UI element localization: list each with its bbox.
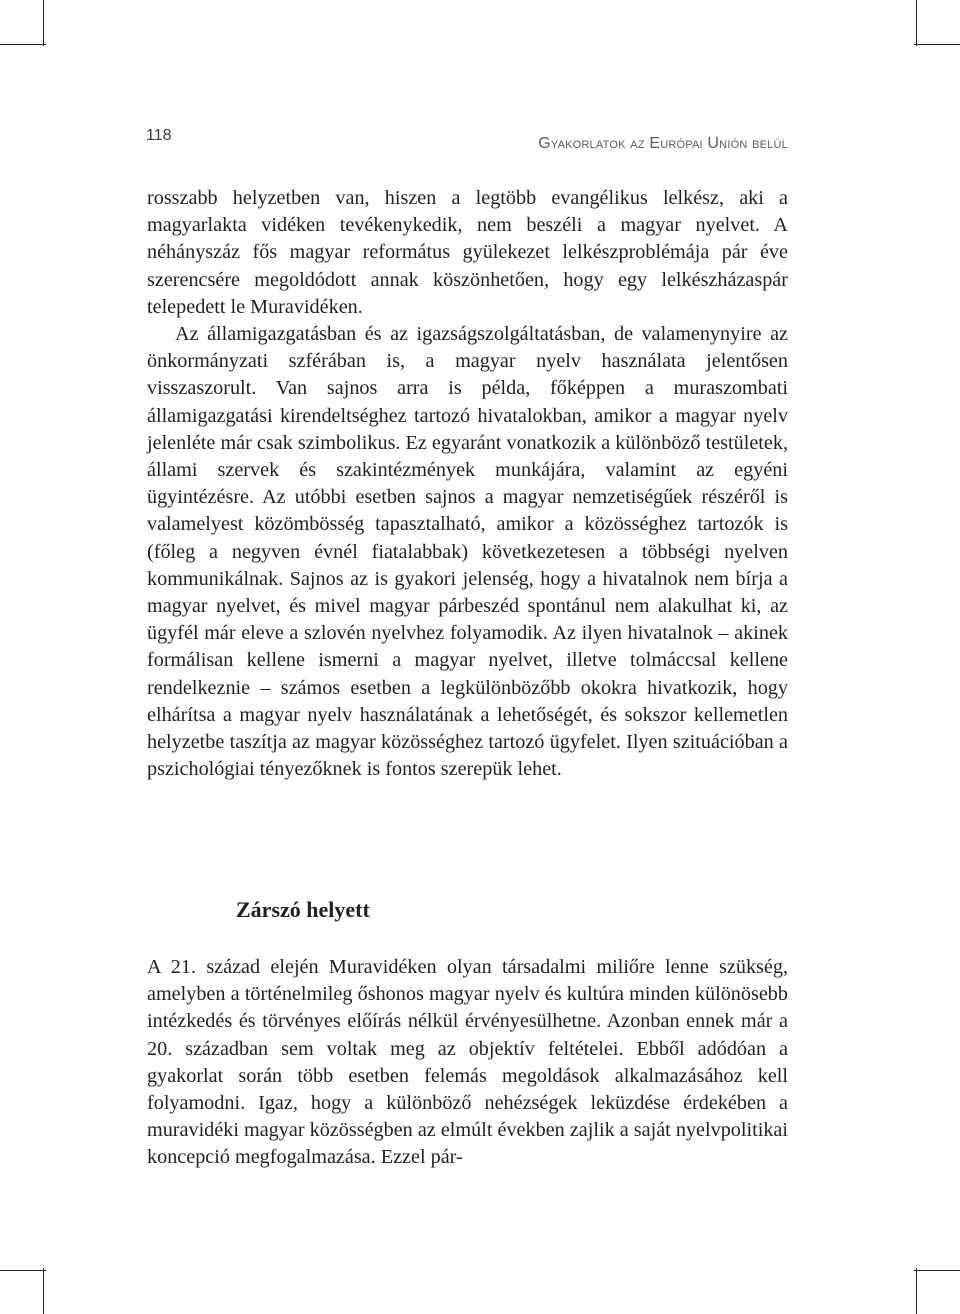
crop-mark: [0, 1270, 46, 1271]
crop-mark: [0, 44, 46, 45]
crop-mark: [43, 0, 44, 46]
paragraph: rosszabb helyzetben van, hiszen a legtöbb evangélikus lelkész, aki a magyarlakta vidéken tevékenykedik, nem beszéli a magyar nyelvet. A néhányszáz fős magyar református gyülekezet lelkészproblémája pár éve szerencsére megoldódott annak köszönhetően, hogy egy lelkészházaspár telepedett le Muravidéken.: [147, 187, 788, 318]
paragraph: A 21. század elején Muravidéken olyan társadalmi miliőre lenne szükség, amelyben a történelmileg őshonos magyar nyelv és kultúra minden különösebb intézkedés és törvényes előírás nélkül érvényesülhetne. Azonban ennek már a 20. században sem voltak meg az objektív feltételei. Ebből adódóan a gyakorlat során több esetben felemás megoldások alkalmazásához kell folyamodni. Igaz, hogy a különböző nehézségek leküzdése érdekében a muravidéki magyar közösségben az elmúlt években zajlik a saját nyelvpolitikai koncepció megfogalmazása. Ezzel pár-: [147, 956, 788, 1169]
crop-mark: [43, 1268, 44, 1314]
crop-mark: [916, 1268, 917, 1314]
paragraph: Az államigazgatásban és az igazságszolgáltatásban, de valamenynyire az önkormányzati szférában is, a magyar nyelv használata jelentősen visszaszorult. Van sajnos arra is példa, főképpen a muraszombati államigazgatási kirendeltséghez tartozó hivatalokban, amikor a magyar nyelv jelenléte már csak szimbolikus. Ez egyaránt vonatkozik a különböző testületek, állami szervek és szakintézmények munkájára, valamint az egyéni ügyintézésre. Az utóbbi esetben sajnos a magyar nemzetiségűek részéről is valamelyest közömbösség tapasztalható, amikor a közösséghez tartozók is (főleg a negyven évnél fiatalabbak) következetesen a többségi nyelven kommunikálnak. Sajnos az is gyakori jelenség, hogy a hivatalnok nem bírja a magyar nyelvet, és mivel magyar párbeszéd spontánul nem alakulhat ki, az ügyfél már eleve a szlovén nyelvhez folyamodik. Az ilyen hivatalnok – akinek formálisan kellene ismerni a magyar nyelvet, illetve tolmáccsal kellene rendelkeznie – számos esetben a legkülönbözőbb okokra hivatkozik, hogy elhárítsa a magyar nyelv használatának a lehetőségét, és sokszor kellemetlen helyzetbe taszítja az magyar közösséghez tartozó ügyfelet. Ilyen szituációban a pszichológiai tényezőknek is fontos szerepük lehet.: [147, 323, 788, 781]
crop-mark: [916, 0, 917, 46]
page-number: 118: [146, 127, 172, 144]
crop-mark: [914, 1270, 960, 1271]
body-text-after: [147, 954, 788, 1172]
body-text-before: [147, 185, 788, 783]
crop-mark: [914, 44, 960, 45]
running-head: Gyakorlatok az Európai Unión belül: [538, 135, 788, 152]
section-heading: Zárszó helyett: [236, 897, 370, 922]
